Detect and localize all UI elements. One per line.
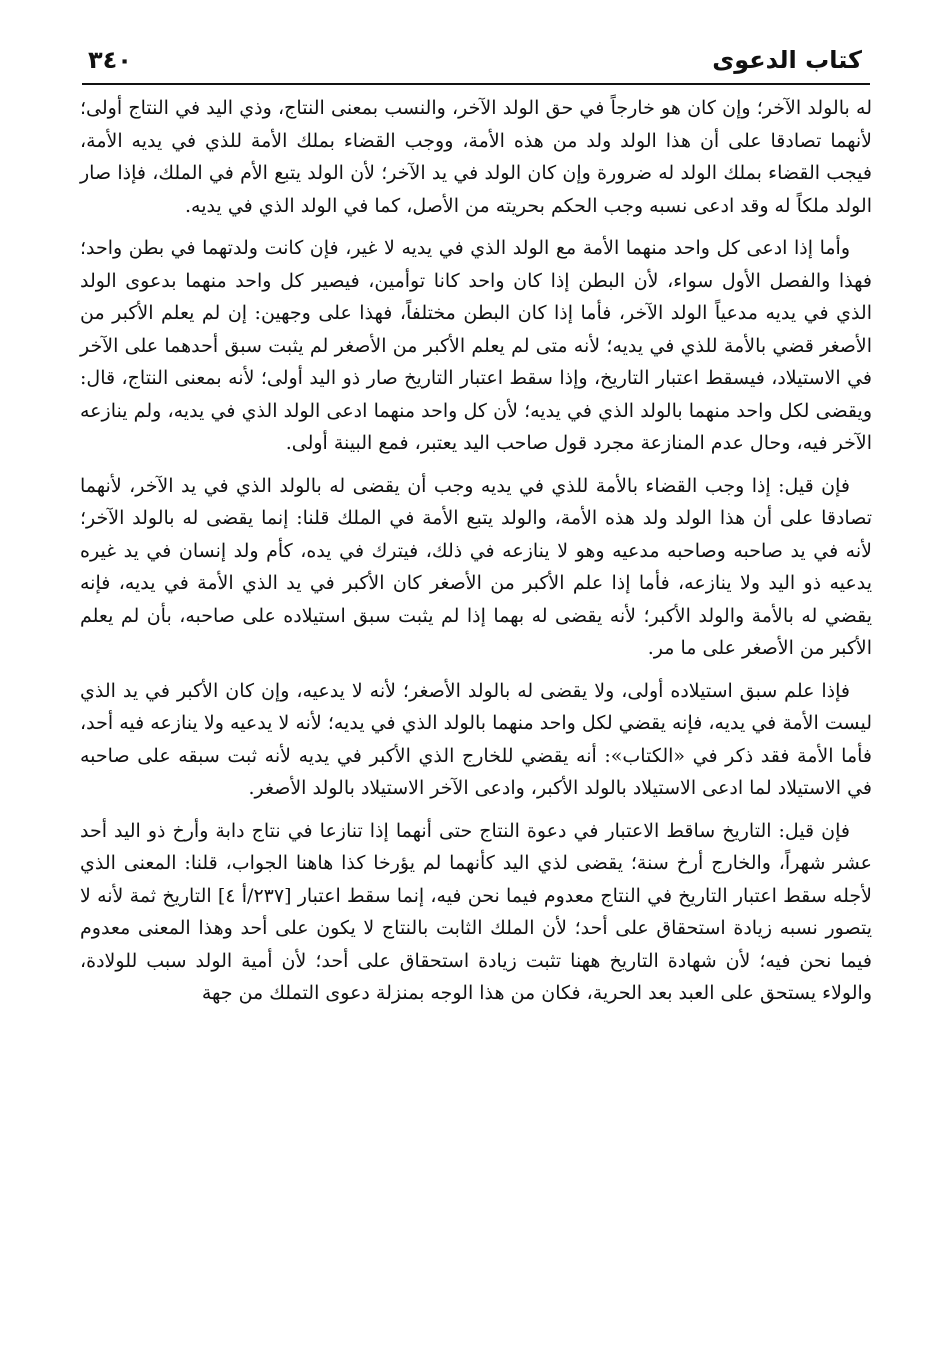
page-number: ٣٤٠ [88,46,132,74]
paragraph-3: فإن قيل: إذا وجب القضاء بالأمة للذي في يديه وجب أن يقضى له بالولد الذي في يد الآخر، لأنهما تصادقا على أن هذا الولد ولد هذه الأمة، والولد يتبع الأمة في الملك قلنا: إنما يقضى له بالولد الآخر؛ لأنه في يد صاحبه وصاحبه مدعيه وهو لا ينازعه في ذلك، فيترك في يده، كأم ولد إنسان في يد غيره يدعيه ذو اليد ولا ينازعه، فأما إذا علم الأكبر من الأصغر كان الأكبر في يد الذي الأمة في يديه، فإنه يقضي له بالأمة والولد الأكبر؛ لأنه يقضى له بهما إذا لم يثبت سبق استيلاده على صاحبه، بأن لم يعلم الأكبر من الأصغر على ما مر. [80,474,872,659]
running-header [88,38,862,78]
running-title: كتاب الدعوى [712,46,862,74]
paragraph-5: فإن قيل: التاريخ ساقط الاعتبار في دعوة النتاج حتى أنهما إذا تنازعا في نتاج دابة وأرخ ذو اليد أحد عشر شهراً، والخارج أرخ سنة؛ يقضى لذي اليد كأنهما لم يؤرخا كذا هاهنا الجواب، قلنا: المعنى الذي لأجله سقط اعتبار التاريخ في النتاج معدوم فيما نحن فيه، إنما سقط اعتبار [٢٣٧/أ ٤] التاريخ ثمة لأنه لا يتصور نسبه زيادة استحقاق على أحد؛ لأن الملك الثابت بالنتاج لا يكون على أحد وهذا المعنى معدوم فيما نحن فيه؛ لأن شهادة التاريخ ههنا تثبت زيادة استحقاق على أحد؛ لأن أمية الولد سبب للولادة، والولاء يستحق على العبد بعد الحرية، فكان من هذا الوجه بمنزلة دعوى التملك من جهة [80,819,872,1004]
paragraph-1: له بالولد الآخر؛ وإن كان هو خارجاً في حق الولد الآخر، والنسب بمعنى النتاج، وذي اليد في النتاج أولى؛ لأنهما تصادقا على أن هذا الولد ولد من هذه الأمة، ووجب القضاء بملك الأمة للذي في يديه الأمة، فيجب القضاء بملك الولد له ضرورة وإن كان الولد في يد الآخر؛ لأن الولد يتبع الأم في الملك، فإذا صار الولد ملكاً له وقد ادعى نسبه وجب الحكم بحريته من الأصل، كما في الولد الذي في يديه. [80,97,872,217]
paragraph-4: فإذا علم سبق استيلاده أولى، ولا يقضى له بالولد الأصغر؛ لأنه لا يدعيه، وإن كان الأكبر في يد الذي ليست الأمة في يديه، فإنه يقضي لكل واحد منهما بالولد الذي في يديه؛ لأنه لا يدعيه ولا ينازعه فيه أحد، فأما الأمة فقد ذكر في «الكتاب»: أنه يقضي للخارج الذي الأكبر في يديه لأنه ثبت سبقه على صاحبه في الاستيلاد لما ادعى الاستيلاد بالولد الأكبر، وادعى الآخر الاستيلاد بالولد الأصغر. [80,679,872,799]
paragraph-2: وأما إذا ادعى كل واحد منهما الأمة مع الولد الذي في يديه لا غير، فإن كانت ولدتهما في بطن واحد؛ فهذا والفصل الأول سواء، لأن البطن إذا كان واحد كانا توأمين، فيصير كل واحد منهما بدعوى الولد الذي في يديه مدعياً الولد الآخر، فأما إذا كان البطن مختلفاً، فهذا على وجهين: إن لم يعلم الأكبر من الأصغر قضي بالأمة للذي في يديه؛ لأنه متى لم يعلم الأكبر من الأصغر لم يثبت سبق أحدهما على الآخر في الاستيلاد، فيسقط اعتبار التاريخ، وإذا سقط اعتبار التاريخ صار ذو اليد أولى؛ لأنه بمعنى النتاج، قال: ويقضى لكل واحد منهما بالولد الذي في يديه؛ لأن كل واحد منهما ادعى الولد الذي في يديه، ولم ينازعه الآخر فيه، وحال عدم المنازعة مجرد قول صاحب اليد يعتبر، فمع البينة أولى. [80,237,872,454]
header-rule [82,83,870,85]
body-text [80,92,872,1020]
